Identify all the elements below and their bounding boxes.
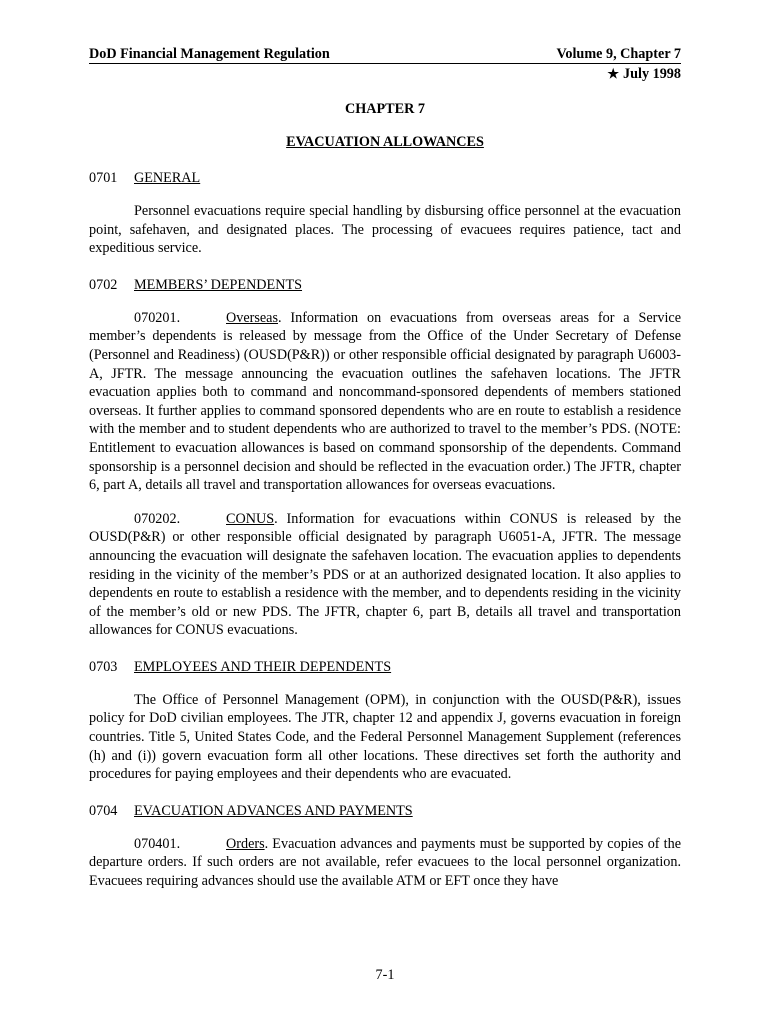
section-title: EVACUATION ADVANCES AND PAYMENTS <box>134 802 413 819</box>
section-number: 0702 <box>89 276 118 293</box>
section-number: 0701 <box>89 170 118 186</box>
paragraph-heading: Orders <box>226 835 265 852</box>
header-regulation-title: DoD Financial Management Regulation <box>89 46 330 62</box>
chapter-title: EVACUATION ALLOWANCES <box>286 134 484 150</box>
paragraph-070201 <box>89 309 681 495</box>
section-title: MEMBERS’ DEPENDENTS <box>134 276 303 293</box>
paragraph-heading: CONUS <box>226 510 275 527</box>
header-volume-chapter: Volume 9, Chapter 7 <box>556 46 681 62</box>
paragraph-070202 <box>89 510 681 640</box>
paragraph-heading: Overseas <box>226 309 278 326</box>
paragraph-070401 <box>89 835 681 891</box>
section-number: 0703 <box>89 658 118 675</box>
section-number: 0704 <box>89 802 118 819</box>
paragraph-text: . Information on evacuations from overseas areas for a Service member’s dependents is released by message from the Office of the Under Secretary of Defense (Personnel and Readiness) (OUSD(P&R)) or other responsible official designated by paragraph U6003-A, JFTR. The message announcing the evacuation outlines the safehaven locations. The JFTR evacuation applies both to command and noncommand-sponsored dependents of members stationed overseas. It further applies to command sponsored dependents who are en route to establish a residence with the member and to student dependents who are authorized to travel to the member’s PDS. (NOTE: Entitlement to evacuation allowances is based on command sponsorship of the dependents. Command sponsorship is a personnel decision and should be reflected in the evacuation order.) The JFTR, chapter 6, part A, details all travel and transportation allowances for overseas evacuations. <box>89 309 681 494</box>
section-title: EMPLOYEES AND THEIR DEPENDENTS <box>134 658 392 675</box>
section-heading-0701 <box>89 169 681 187</box>
running-header <box>89 46 681 64</box>
page-number: 7-1 <box>375 967 395 983</box>
paragraph-number: 070401. <box>134 835 181 852</box>
chapter-number: CHAPTER 7 <box>344 101 425 117</box>
section-title: GENERAL <box>134 170 201 186</box>
section-heading-0702 <box>89 276 681 294</box>
paragraph-text: . Information for evacuations within CONUS is released by the OUSD(P&R) or other responsible official designated by paragraph U6051-A, JFTR. The message announcing the evacuation will designate the safehaven location. The evacuation applies to dependents residing in the vicinity of the member’s PDS or at an authorized designated location. It also applies to dependents en route to establish a residence with the member, and to dependents residing in the vicinity of the member’s old or new PDS. The JFTR, chapter 6, part B, details all travel and transportation allowances for CONUS evacuations. <box>89 510 681 639</box>
section-heading-0704 <box>89 802 681 820</box>
paragraph-number: 070202. <box>134 510 181 527</box>
section-heading-0703 <box>89 658 681 676</box>
paragraph-text: . Evacuation advances and payments must be supported by copies of the departure orders. If such orders are not available, refer evacuees to the local personnel organization. Evacuees requiring advances should use the available ATM or EFT once they have <box>89 835 681 890</box>
header-date-line <box>89 65 681 83</box>
document-page <box>89 46 681 891</box>
star-icon: ★ <box>607 66 620 81</box>
paragraph-0703: The Office of Personnel Management (OPM), in conjunction with the OUSD(P&R), issues policy for DoD civilian employees. The JTR, chapter 12 and appendix J, governs evacuation in foreign countries. Title 5, United States Code, and the Federal Personnel Management Supplement (references (h) and (i)) govern evacuation form all other locations. These directives set forth the authority and procedures for paying employees and their dependents who are evacuated. <box>89 691 681 783</box>
paragraph-0701: Personnel evacuations require special handling by disbursing office personnel at the evacuation point, safehaven, and designated places. The processing of evacuees requires patience, tact and expeditious service. <box>89 203 681 257</box>
paragraph-number: 070201. <box>134 309 181 326</box>
header-date: July 1998 <box>623 66 681 82</box>
